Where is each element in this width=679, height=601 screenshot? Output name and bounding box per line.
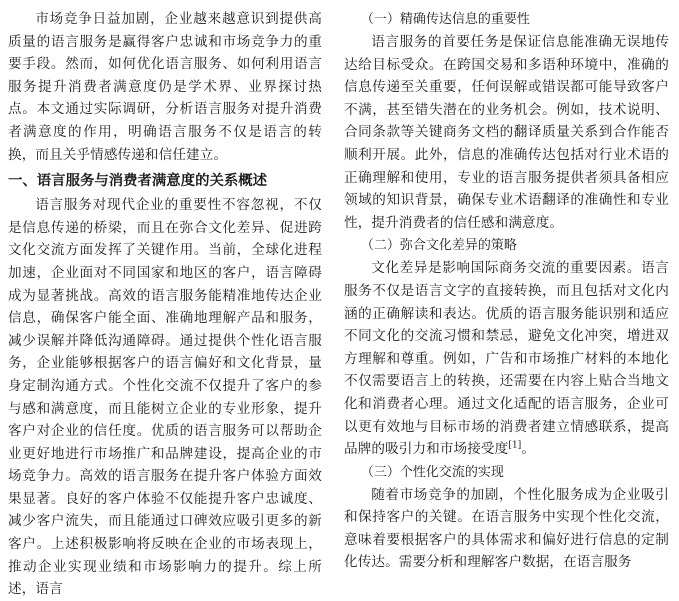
subsection-body-2-text: 文化差异是影响国际商务交流的重要因素。语言服务不仅是语言文字的直接转换，而且包括对文化内涵的正确解读和表达。优质的语言服务能识别和适应不同文化的交流习惯和禁忌，避免文化冲突，增进双方理解和尊重。例如，广告和市场推广材料的本地化不仅需要语言上的转换，还需要在内容上贴合当地文化和消费者心理。通过文化适配的语言服务，企业可以更有效地与目标市场的消费者建立情感联系，提高品牌的吸引力和市场接受度: [344, 260, 669, 458]
subsection-body-2: [344, 257, 669, 460]
left-column: [8, 8, 322, 598]
subsection-body-2-end: 。: [521, 441, 536, 458]
subsection-body-1: 语言服务的首要任务是保证信息能准确无误地传达给目标受众。在跨国交易和多语种环境中，准确的信息传递至关重要，任何误解或错误都可能导致客户不满，甚至错失潜在的业务机会。例如，技术说明、合同条款等关键商务文档的翻译质量关系到合作能否顺利开展。此外，信息的准确传达包括对行业术语的正确理解和使用，专业的语言服务提供者须具备相应领域的知识背景，确保专业术语翻译的准确性和专业性，提升消费者的信任感和满意度。: [344, 34, 669, 231]
subsection-heading-1: （一）精确传达信息的重要性: [360, 12, 530, 27]
right-column: [344, 8, 669, 571]
subsection-heading-3: （三）个性化交流的实现: [360, 464, 504, 480]
intro-paragraph: 市场竞争日益加剧，企业越来越意识到提供高质量的语言服务是赢得客户忠诚和市场竞争力的重要手段。然而，如何优化语言服务、如何利用语言服务提升消费者满意度仍是学术界、业界探讨热点。本文通过实际调研，分析语言服务对提升消费者满意度的作用，明确语言服务不仅是语言的转换，而且关乎情感传递和信任建立。: [8, 11, 322, 163]
section-body-paragraph: 语言服务对现代企业的重要性不容忽视，不仅是信息传递的桥梁，而且在弥合文化差异、促进跨文化交流方面发挥了关键作用。当前，全球化进程加速，企业面对不同国家和地区的客户，语言障碍成为显著挑战。高效的语言服务能精准地传达企业信息，确保客户能全面、准确地理解产品和服务，减少误解并降低沟通障碍。通过提供个性化语言服务，企业能够根据客户的语言偏好和文化背景，量身定制沟通方式。个性化交流不仅提升了客户的参与感和满意度，而且能树立企业的专业形象，提升客户对企业的信任度。优质的语言服务可以帮助企业更好地进行市场推广和品牌建设，提高企业的市场竞争力。高效的语言服务在提升客户体验方面效果显著。良好的客户体验不仅能提升客户忠诚度、减少客户流失，而且能通过口碑效应吸引更多的新客户。上述积极影响将反映在企业的市场表现上，推动企业实现业绩和市场影响力的提升。综上所述，语言: [8, 197, 322, 598]
subsection-body-3: 随着市场竞争的加剧，个性化服务成为企业吸引和保持客户的关键。在语言服务中实现个性化交流，意味着要根据客户的具体需求和偏好进行信息的定制化传达。需要分析和理解客户数据，在语言服务: [344, 486, 669, 571]
citation-ref: [1]: [508, 440, 522, 451]
section-heading: 一、语言服务与消费者满意度的关系概述: [8, 173, 268, 190]
subsection-heading-2: （二）弥合文化差异的策略: [360, 238, 517, 254]
